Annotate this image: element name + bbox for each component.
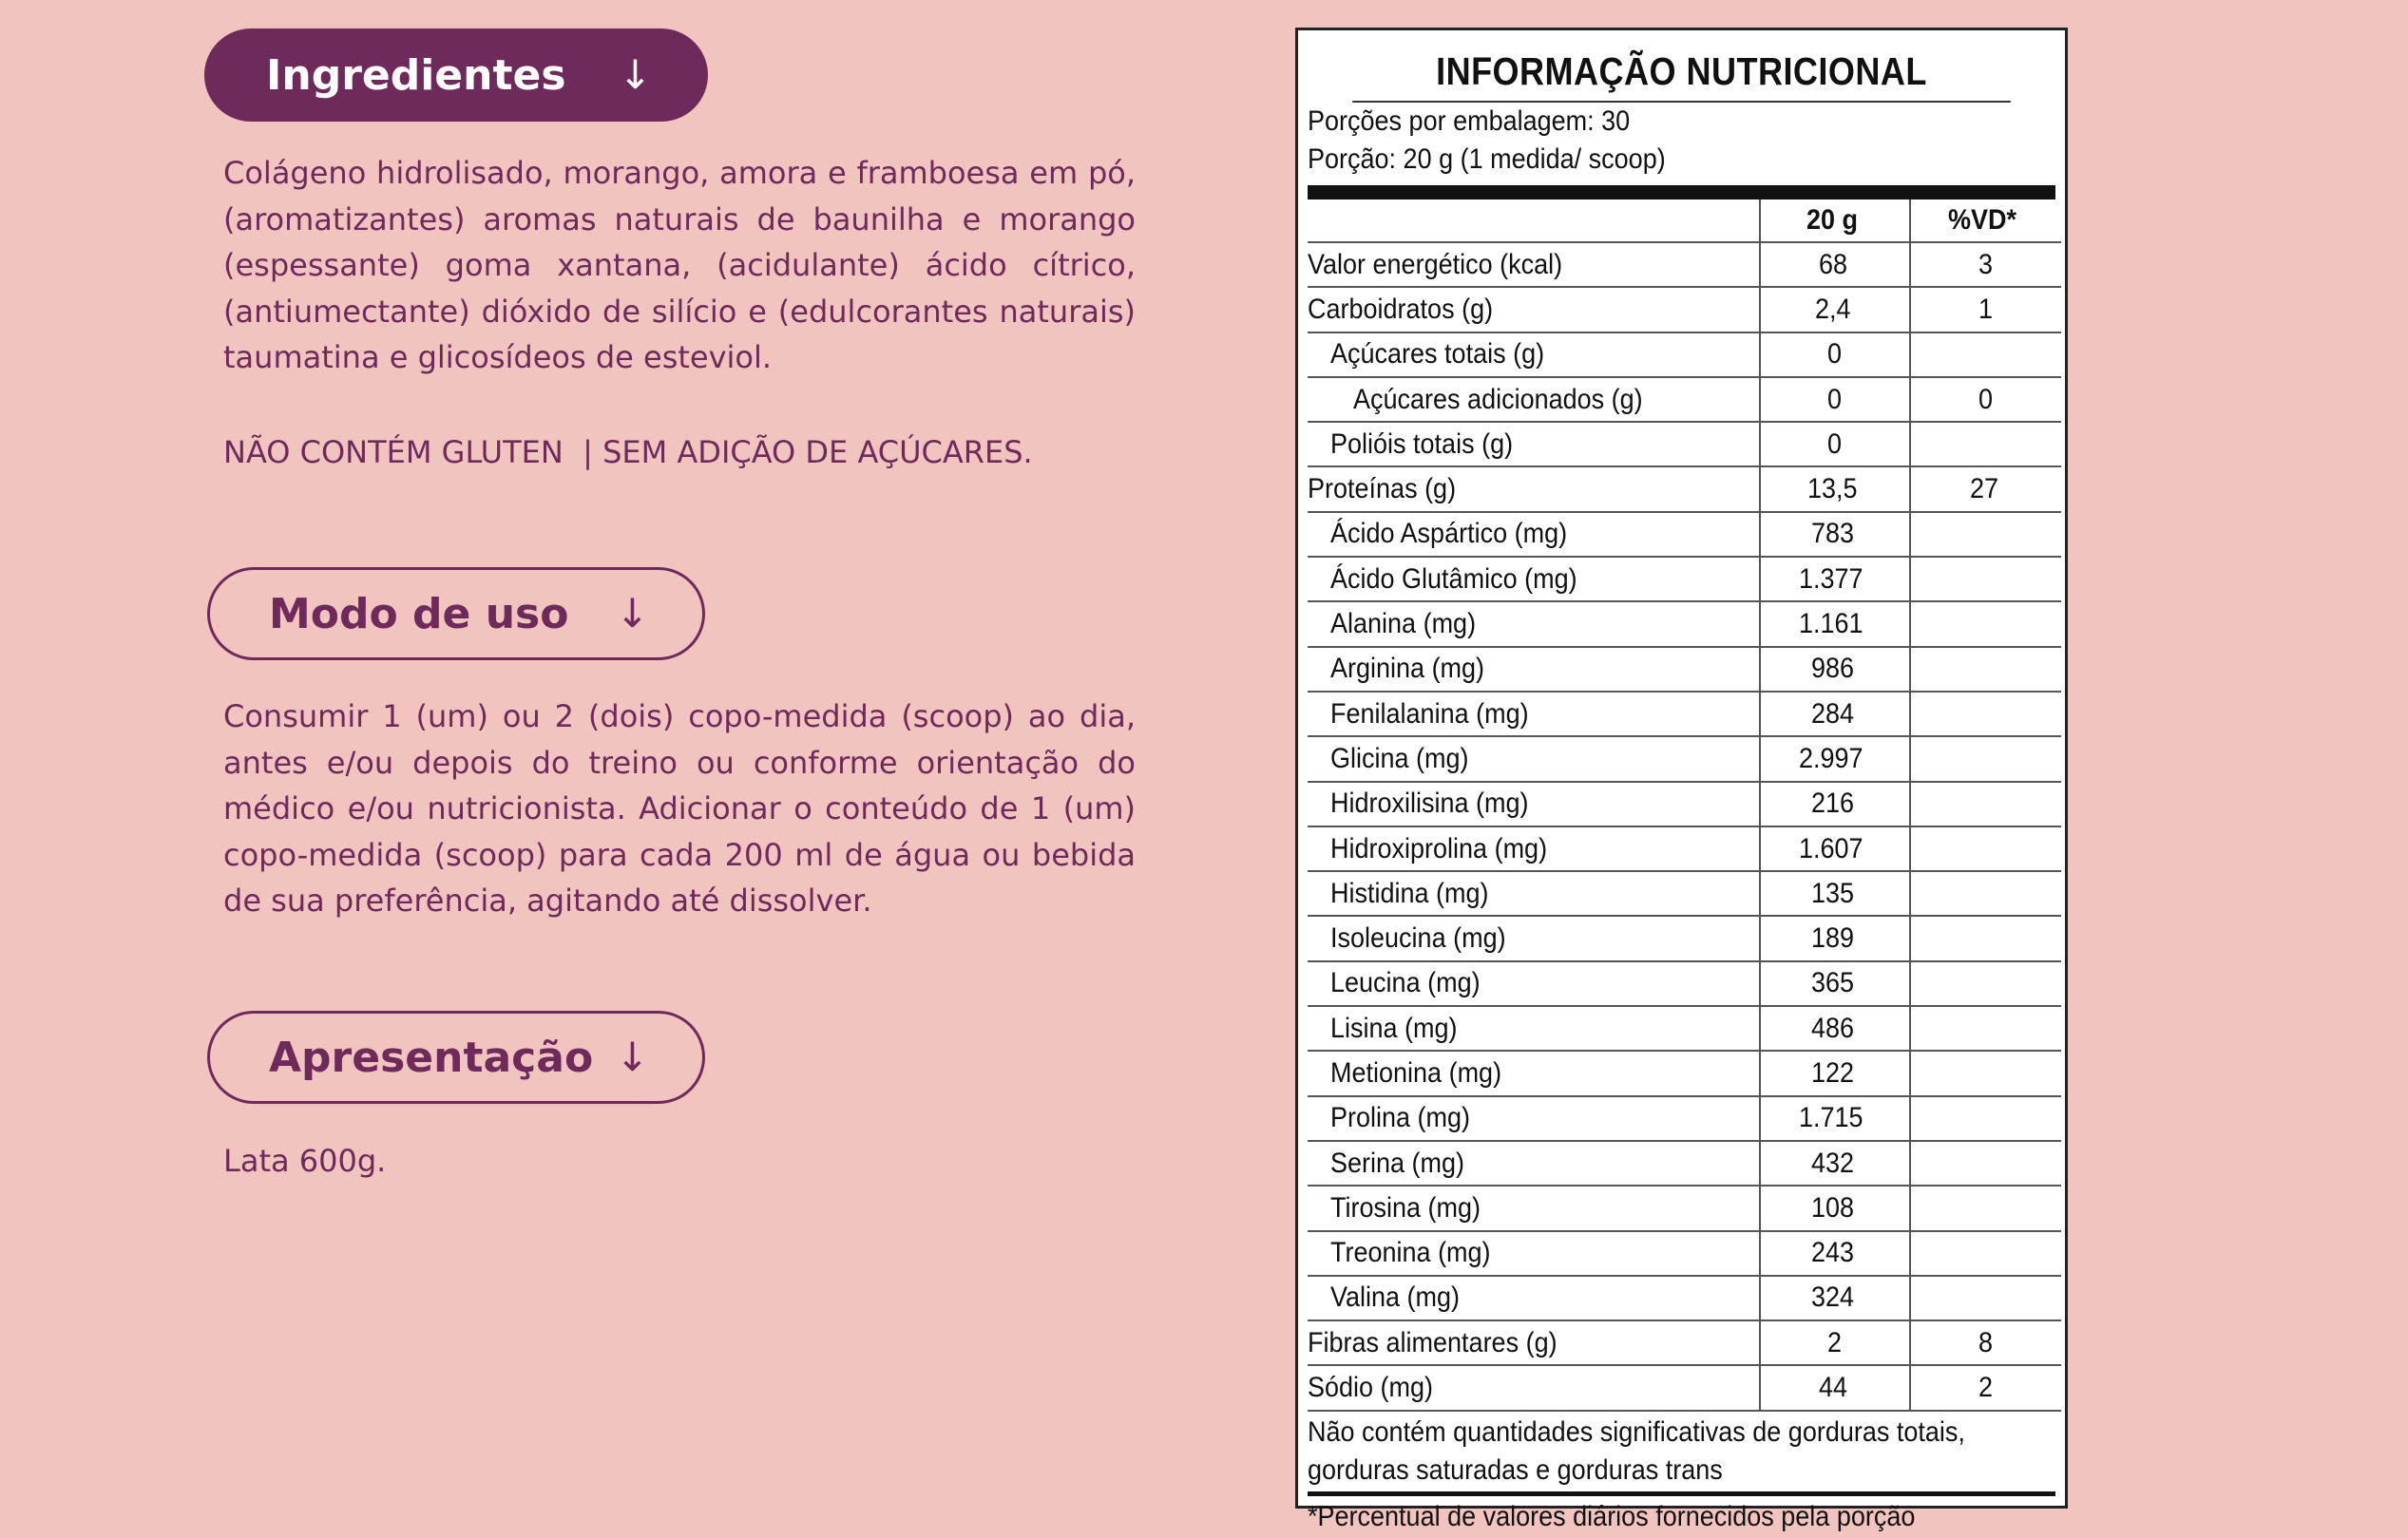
nutrient-value: 1.607: [1760, 826, 1910, 871]
nutrient-name: Alanina (mg): [1308, 601, 1760, 646]
nutrient-value: 2,4: [1760, 287, 1910, 332]
nutrient-name: Fibras alimentares (g): [1308, 1320, 1760, 1365]
nutrition-row: [1308, 1231, 2061, 1276]
nutrient-value: 324: [1760, 1276, 1910, 1320]
nutrition-row: [1308, 736, 2061, 781]
nutrition-row: [1308, 647, 2061, 692]
header-portion: 20 g: [1760, 199, 1910, 242]
nutrient-name: Açúcares totais (g): [1308, 332, 1760, 377]
nutrient-name: Polióis totais (g): [1308, 422, 1760, 466]
nutrition-row: [1308, 422, 2061, 466]
nutrient-name: Prolina (mg): [1308, 1096, 1760, 1141]
nutrition-row: [1308, 1365, 2061, 1410]
nutrient-value: 432: [1760, 1141, 1910, 1186]
nutrient-value: 0: [1760, 377, 1910, 422]
nutrient-name: Hidroxiprolina (mg): [1308, 826, 1760, 871]
nutrient-vd: [1910, 1096, 2061, 1141]
nutrient-name: Proteínas (g): [1308, 466, 1760, 511]
nutrition-row: [1308, 1096, 2061, 1141]
nutrient-name: Ácido Aspártico (mg): [1308, 512, 1760, 557]
nutrient-name: Isoleucina (mg): [1308, 916, 1760, 960]
nutrient-vd: [1910, 647, 2061, 692]
nutrient-vd: 3: [1910, 242, 2061, 287]
nutrient-value: 2: [1760, 1320, 1910, 1365]
nutrient-value: 243: [1760, 1231, 1910, 1276]
nutrient-vd: [1910, 1231, 2061, 1276]
nutrient-value: 0: [1760, 422, 1910, 466]
nutrition-footnote: Não contém quantidades significativas de gorduras totais, gorduras saturadas e gorduras trans: [1308, 1412, 2055, 1496]
nutrition-row: [1308, 332, 2061, 377]
ingredientes-text: Colágeno hidrolisado, morango, amora e framboesa em pó, (aromatizantes) aromas naturais de baunilha e morango (espessante) goma xantana, (acidulante) ácido cítrico, (antiumectante) dióxido de silício e (edulcorantes naturais) taumatina e glicosídeos de esteviol.: [223, 155, 1136, 375]
nutrient-value: 486: [1760, 1006, 1910, 1051]
nutrient-vd: [1910, 961, 2061, 1006]
nutrient-value: 122: [1760, 1051, 1910, 1095]
nutrient-value: 1.161: [1760, 601, 1910, 646]
nutrition-row: [1308, 1141, 2061, 1186]
nutrition-row: [1308, 601, 2061, 646]
nutrition-header-row: [1308, 199, 2061, 242]
nutrition-row: [1308, 466, 2061, 511]
apresentacao-title: Apresentação: [269, 1033, 594, 1082]
nutrition-row: [1308, 1186, 2061, 1230]
nutrient-vd: [1910, 1006, 2061, 1051]
nutrient-name: Lisina (mg): [1308, 1006, 1760, 1051]
nutrient-name: Metionina (mg): [1308, 1051, 1760, 1095]
nutrition-row: [1308, 287, 2061, 332]
modo-de-uso-title: Modo de uso: [269, 589, 569, 638]
nutrient-value: 1.715: [1760, 1096, 1910, 1141]
nutrient-vd: [1910, 871, 2061, 916]
nutrient-value: 216: [1760, 782, 1910, 826]
nutrient-vd: [1910, 1051, 2061, 1095]
nutrient-value: 135: [1760, 871, 1910, 916]
nutrient-value: 189: [1760, 916, 1910, 960]
nutrient-name: Sódio (mg): [1308, 1365, 1760, 1410]
nutrition-row: [1308, 242, 2061, 287]
nutrient-value: 13,5: [1760, 466, 1910, 511]
nutrient-name: Fenilalanina (mg): [1308, 692, 1760, 736]
nutrient-vd: 2: [1910, 1365, 2061, 1410]
nutrient-name: Valina (mg): [1308, 1276, 1760, 1320]
nutrient-vd: [1910, 1186, 2061, 1230]
header-vd: %VD*: [1910, 199, 2061, 242]
nutrient-name: Açúcares adicionados (g): [1308, 377, 1760, 422]
nutrition-row: [1308, 1006, 2061, 1051]
nutrition-row: [1308, 1320, 2061, 1365]
nutrient-vd: 27: [1910, 466, 2061, 511]
ingredientes-toggle-button[interactable]: [204, 28, 708, 122]
nutrient-value: 783: [1760, 512, 1910, 557]
nutrient-value: 44: [1760, 1365, 1910, 1410]
arrow-down-icon: ↓: [615, 590, 649, 636]
nutrient-value: 68: [1760, 242, 1910, 287]
nutrient-value: 284: [1760, 692, 1910, 736]
nutrition-row: [1308, 916, 2061, 960]
nutrient-value: 2.997: [1760, 736, 1910, 781]
nutrient-vd: [1910, 601, 2061, 646]
nutrient-vd: [1910, 512, 2061, 557]
nutrition-row: [1308, 826, 2061, 871]
nutrient-name: Carboidratos (g): [1308, 287, 1760, 332]
nutrition-facts-table: [1295, 28, 2068, 1532]
apresentacao-text: Lata 600g.: [223, 1143, 387, 1179]
nutrition-title: INFORMAÇÃO NUTRICIONAL: [1352, 30, 2011, 103]
nutrition-row: [1308, 782, 2061, 826]
nutrient-vd: 0: [1910, 377, 2061, 422]
arrow-down-icon: ↓: [618, 51, 652, 98]
nutrient-name: Hidroxilisina (mg): [1308, 782, 1760, 826]
nutrient-name: Serina (mg): [1308, 1141, 1760, 1186]
modo-de-uso-text: Consumir 1 (um) ou 2 (dois) copo-medida (scoop) ao dia, antes e/ou depois do treino ou conforme orientação do médico e/ou nutricionista. Adicionar o conteúdo de 1 (um) copo-medida (scoop) para cada 200 ml de água ou bebida de sua preferência, agitando até dissolver.: [223, 698, 1136, 919]
nutrition-row: [1308, 692, 2061, 736]
portion-size: Porção: 20 g (1 medida/ scoop): [1308, 143, 1666, 175]
nutrient-value: 108: [1760, 1186, 1910, 1230]
ingredientes-title: Ingredientes: [266, 50, 566, 100]
nutrient-name: Ácido Glutâmico (mg): [1308, 557, 1760, 601]
servings-per-package: Porções por embalagem: 30: [1308, 105, 1631, 137]
nutrition-row: [1308, 871, 2061, 916]
nutrient-vd: [1910, 826, 2061, 871]
ingredientes-note: NÃO CONTÉM GLUTEN | SEM ADIÇÃO DE AÇÚCARES.: [223, 434, 1033, 470]
nutrient-name: Arginina (mg): [1308, 647, 1760, 692]
nutrient-value: 986: [1760, 647, 1910, 692]
nutrient-name: Tirosina (mg): [1308, 1186, 1760, 1230]
nutrient-vd: 8: [1910, 1320, 2061, 1365]
thick-divider: [1308, 185, 2055, 199]
modo-de-uso-toggle-button[interactable]: [207, 567, 705, 660]
apresentacao-toggle-button[interactable]: [207, 1011, 705, 1104]
nutrient-value: 0: [1760, 332, 1910, 377]
nutrient-vd: [1910, 1276, 2061, 1320]
vd-note: *Percentual de valores diários fornecidos pela porção: [1308, 1500, 1916, 1532]
nutrient-value: 1.377: [1760, 557, 1910, 601]
nutrient-name: Glicina (mg): [1308, 736, 1760, 781]
nutrient-name: Treonina (mg): [1308, 1231, 1760, 1276]
nutrient-vd: [1910, 1141, 2061, 1186]
nutrient-vd: [1910, 692, 2061, 736]
nutrient-vd: [1910, 736, 2061, 781]
nutrient-vd: [1910, 557, 2061, 601]
arrow-down-icon: ↓: [615, 1034, 649, 1080]
nutrient-name: Valor energético (kcal): [1308, 242, 1760, 287]
header-nutrient: [1308, 199, 1760, 242]
nutrition-row: [1308, 377, 2061, 422]
nutrient-vd: [1910, 782, 2061, 826]
nutrition-grid: [1308, 199, 2061, 1412]
nutrient-vd: 1: [1910, 287, 2061, 332]
nutrient-vd: [1910, 332, 2061, 377]
nutrient-value: 365: [1760, 961, 1910, 1006]
nutrition-row: [1308, 1276, 2061, 1320]
nutrient-name: Leucina (mg): [1308, 961, 1760, 1006]
nutrient-vd: [1910, 916, 2061, 960]
nutrient-vd: [1910, 422, 2061, 466]
nutrition-row: [1308, 512, 2061, 557]
nutrition-row: [1308, 1051, 2061, 1095]
nutrient-name: Histidina (mg): [1308, 871, 1760, 916]
nutrition-row: [1308, 557, 2061, 601]
nutrition-row: [1308, 961, 2061, 1006]
